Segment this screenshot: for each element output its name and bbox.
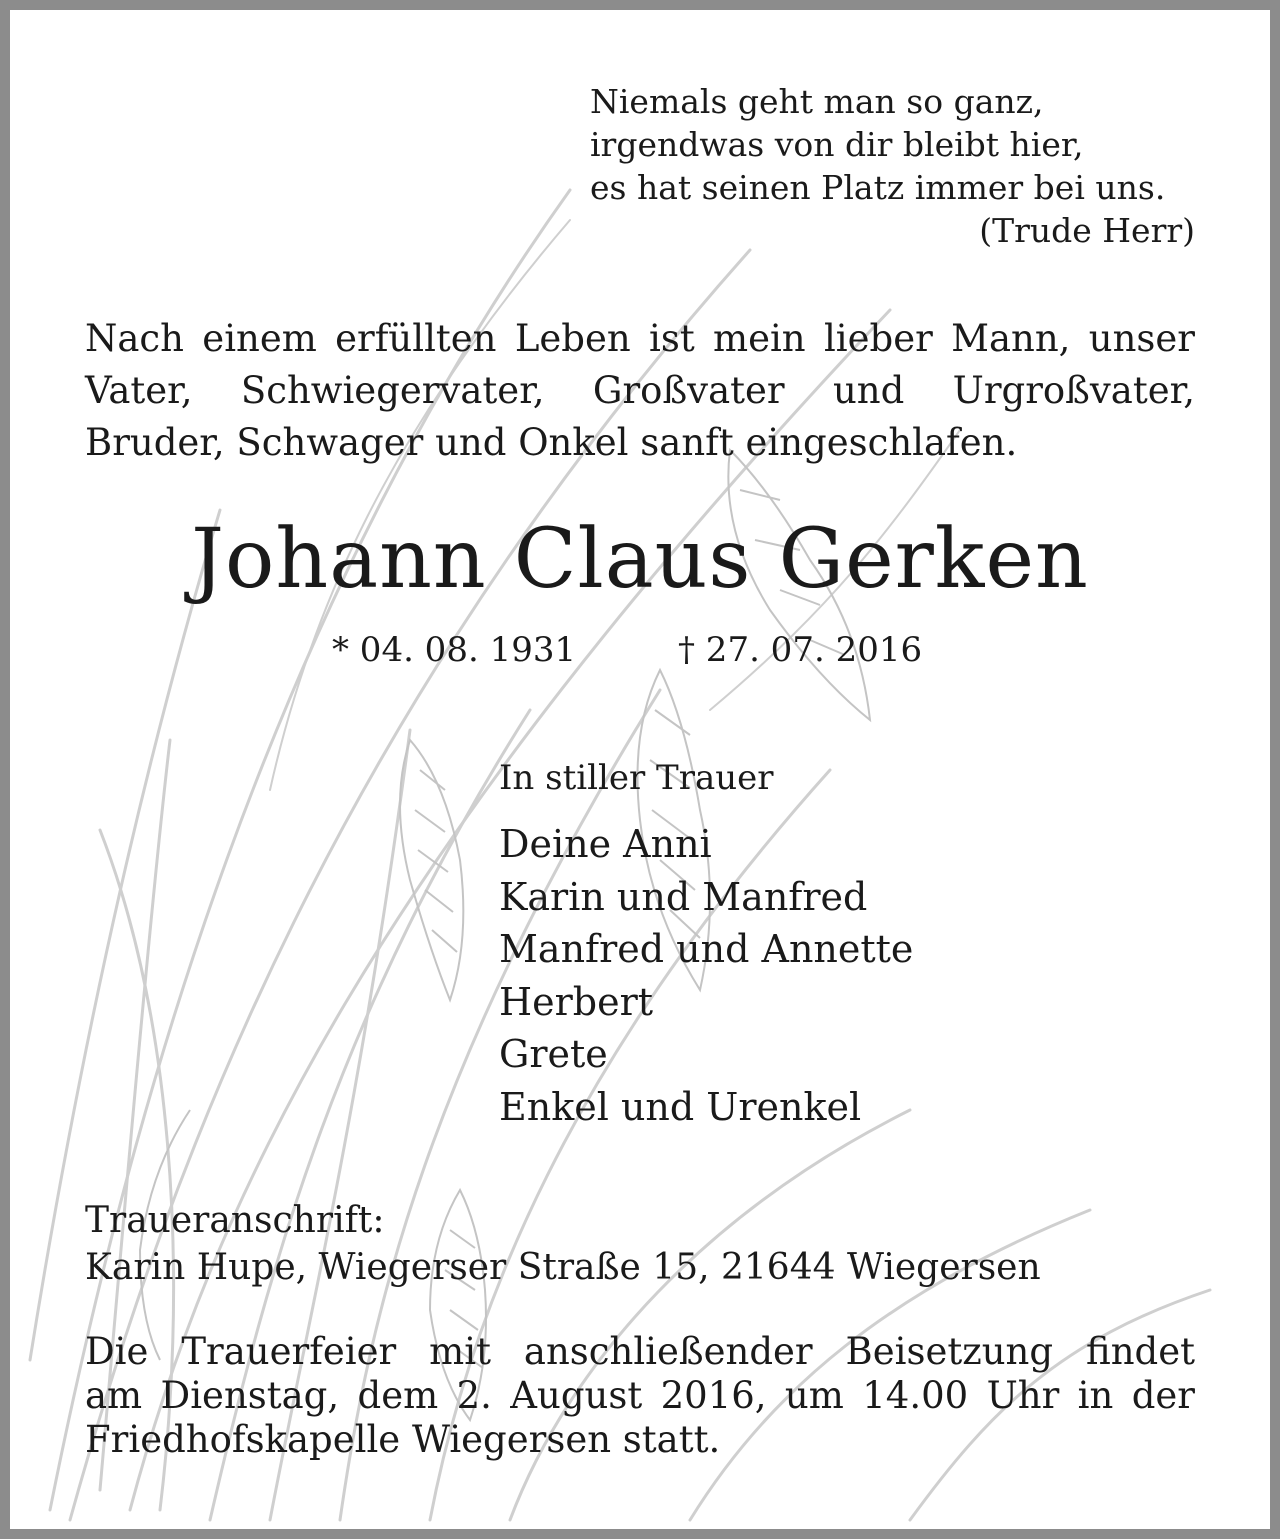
intro-line: Bruder, Schwager und Onkel sanft eingeschlafen. xyxy=(85,421,1018,464)
birth-date: * 04. 08. 1931 xyxy=(332,630,577,670)
notice-content xyxy=(10,10,1270,1529)
ceremony-line: am Dienstag, dem 2. August 2016, um 14.00 Uhr in der xyxy=(85,1374,1195,1417)
memorial-quote xyxy=(590,80,1195,252)
mourner-name: Deine Anni xyxy=(499,822,712,866)
ceremony-line: Die Trauerfeier mit anschließender Beisetzung findet xyxy=(85,1330,1195,1373)
address-label: Traueranschrift: xyxy=(85,1200,385,1241)
death-date: † 27. 07. 2016 xyxy=(678,630,923,670)
deceased-name: Johann Claus Gerken xyxy=(191,512,1089,607)
intro-paragraph xyxy=(85,313,1195,469)
intro-line: Vater, Schwiegervater, Großvater und Urgroßvater, xyxy=(85,369,1195,412)
mourner-name: Herbert xyxy=(499,979,654,1024)
quote-line: irgendwas von dir bleibt hier, xyxy=(590,125,1084,164)
ceremony-line: Friedhofskapelle Wiegersen statt. xyxy=(85,1418,721,1461)
mourner-name: Grete xyxy=(499,1032,608,1076)
mourner-name: Enkel und Urenkel xyxy=(499,1084,862,1129)
address-value: Karin Hupe, Wiegerser Straße 15, 21644 Wiegersen xyxy=(85,1247,1041,1288)
quote-author: (Trude Herr) xyxy=(979,211,1195,250)
mourning-address xyxy=(85,1197,1041,1291)
intro-line: Nach einem erfüllten Leben ist mein lieber Mann, unser xyxy=(85,317,1195,360)
mourners-list xyxy=(499,818,913,1133)
quote-line: es hat seinen Platz immer bei uns. xyxy=(590,168,1166,207)
mourner-name: Karin und Manfred xyxy=(499,874,868,919)
mourner-name: Manfred und Annette xyxy=(499,927,914,971)
quote-line: Niemals geht man so ganz, xyxy=(590,82,1044,121)
ceremony-paragraph xyxy=(85,1330,1195,1462)
mourning-heading: In stiller Trauer xyxy=(499,758,774,798)
